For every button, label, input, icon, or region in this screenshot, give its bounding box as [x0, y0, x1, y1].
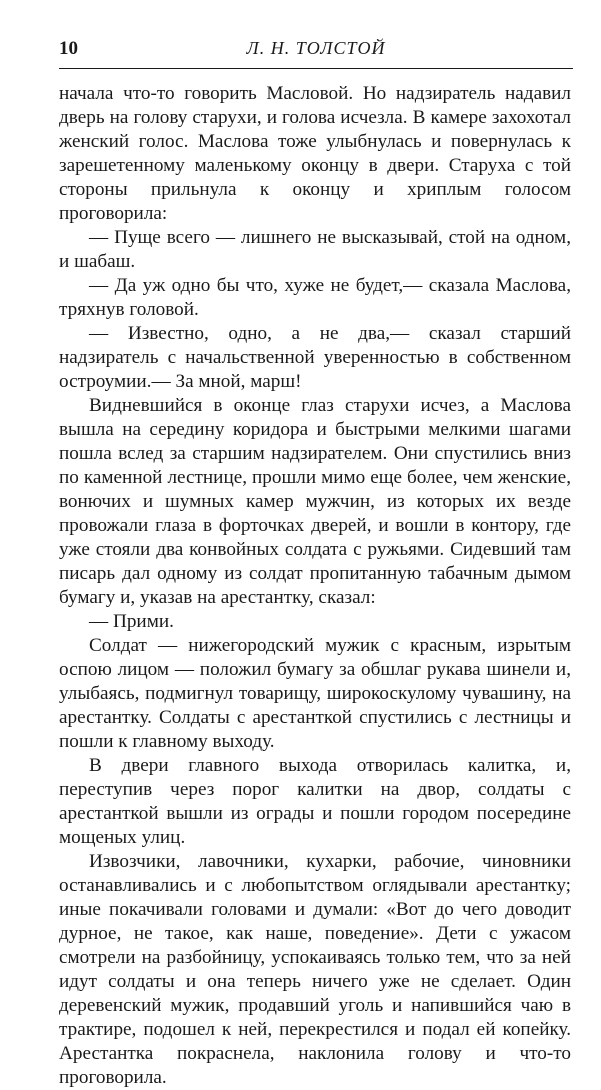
paragraph-1: начала что-то говорить Масловой. Но надзиратель надавил дверь на голову старухи, и голова исчезла. В камере захохотал женский голос. Маслова тоже улыбнулась и повернулась к зарешетенному маленькому оконцу в двери. Старуха с той стороны прильнула к оконцу и хриплым голосом проговорила: — [59, 83, 571, 224]
paragraph-6: — Прими. — [89, 611, 174, 632]
page-header — [59, 38, 573, 74]
body-text — [59, 82, 571, 1090]
paragraph-8: В двери главного выхода отворилась калитка, и, переступив через порог калитки на двор, солдаты с арестанткой вышли из ограды и пошли городом посередине мощеных улиц. — [59, 755, 571, 848]
page-number: 10 — [59, 38, 78, 59]
paragraph-5: Видневшийся в оконце глаз старухи исчез, а Маслова вышла на середину коридора и быстрыми мелкими шагами пошла вслед за старшим надзирателем. Они спустились вниз по каменной лестнице, прошли мимо еще более, чем женские, вонючих и шумных камер мужчин, из которых их везде провожали глаза в форточках дверей, и вошли в контору, где уже стояли два конвойных солдата с ружьями. Сидевший там писарь дал одному из солдат пропитанную табачным дымом бумагу и, указав на арестантку, сказал: — [59, 395, 571, 608]
running-title: Л. Н. ТОЛСТОЙ — [246, 38, 386, 58]
header-rule — [59, 68, 573, 69]
paragraph-7: Солдат — нижегородский мужик с красным, изрытым оспою лицом — положил бумагу за обшлаг рукава шинели и, улыбаясь, подмигнул товарищу, широкоскулому чувашину, на арестантку. Солдаты с арестанткой спустились с лестницы и пошли к главному выходу. — [59, 635, 571, 752]
paragraph-4: — Известно, одно, а не два,— сказал старший надзиратель с начальственной уверенностью в собственном остроумии.— За мной, марш! — [59, 323, 571, 392]
paragraph-2: — Пуще всего — лишнего не высказывай, стой на одном, и шабаш. — [59, 227, 571, 272]
paragraph-3: — Да уж одно бы что, хуже не будет,— сказала Маслова, тряхнув головой. — [59, 275, 571, 320]
paragraph-9: Извозчики, лавочники, кухарки, рабочие, чиновники останавливались и с любопытством оглядывали арестантку; иные покачивали головами и думали: «Вот до чего доводит дурное, не такое, как наше, поведение». Дети с ужасом смотрели на разбойницу, успокаиваясь только тем, что за ней идут солдаты и она теперь ничего уже не сделает. Один деревенский мужик, продавший уголь и напившийся чаю в трактире, подошел к ней, перекрестился и подал ей копейку. Арестантка покраснела, наклонила голову и что-то проговорила. — [59, 851, 571, 1088]
